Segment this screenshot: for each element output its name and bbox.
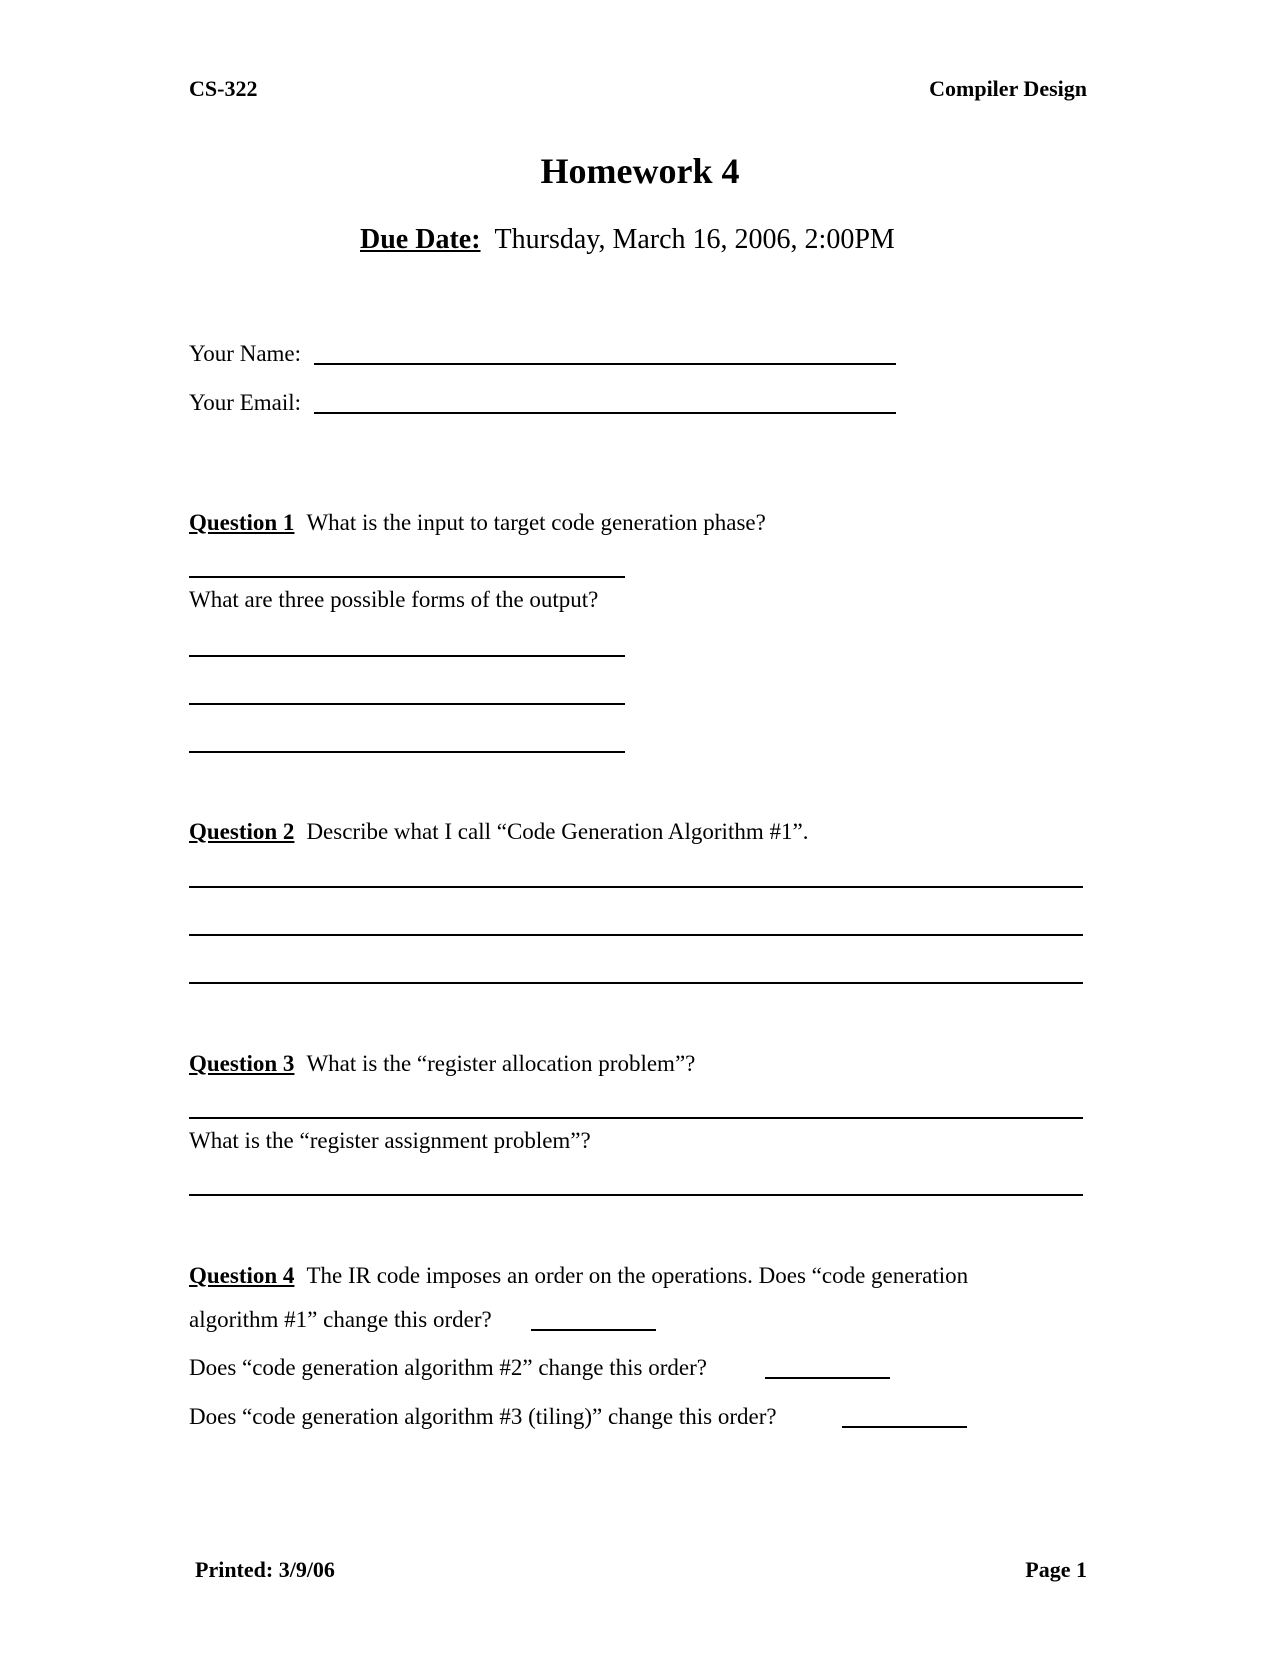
question-1 (189, 511, 766, 534)
due-date-value: Thursday, March 16, 2006, 2:00PM (494, 224, 895, 255)
question-3 (189, 1052, 695, 1075)
email-label: Your Email: (189, 390, 302, 415)
name-field[interactable] (314, 363, 896, 365)
email-field[interactable] (314, 412, 896, 414)
question-4-line-4: Does “code generation algorithm #3 (tiling)” change this order? (189, 1404, 777, 1429)
answer-line-q1[interactable] (189, 576, 625, 578)
question-1-followup: What are three possible forms of the output? (189, 587, 599, 612)
question-4-line-2: algorithm #1” change this order? (189, 1307, 492, 1332)
due-date-label: Due Date: (360, 224, 481, 255)
question-2-label: Question 2 (189, 819, 295, 844)
answer-line-q4-alg3[interactable] (842, 1426, 967, 1428)
question-3-text: What is the “register allocation problem”? (306, 1051, 696, 1076)
answer-line-q4-alg1[interactable] (531, 1329, 656, 1331)
printed-date: Printed: 3/9/06 (195, 1557, 335, 1582)
page-title: Homework 4 (540, 151, 740, 191)
question-4-text: The IR code imposes an order on the operations. Does “code generation (306, 1263, 969, 1288)
answer-line-q1-form-3[interactable] (189, 751, 625, 753)
course-code: CS-322 (189, 76, 258, 101)
question-1-text: What is the input to target code generation phase? (306, 510, 766, 535)
answer-line-q4-alg2[interactable] (765, 1377, 890, 1379)
question-4-label: Question 4 (189, 1263, 295, 1288)
answer-line-q2-3[interactable] (189, 982, 1083, 984)
question-1-label: Question 1 (189, 510, 295, 535)
question-4 (189, 1264, 968, 1287)
answer-line-q3-allocation[interactable] (189, 1117, 1083, 1119)
due-date (360, 226, 895, 254)
question-3-followup: What is the “register assignment problem”? (189, 1128, 591, 1153)
course-subject: Compiler Design (929, 76, 1087, 101)
answer-line-q1-form-2[interactable] (189, 703, 625, 705)
page-number: Page 1 (1025, 1557, 1087, 1582)
answer-line-q3-assignment[interactable] (189, 1194, 1083, 1196)
answer-line-q1-form-1[interactable] (189, 655, 625, 657)
question-2 (189, 820, 808, 843)
answer-line-q2-1[interactable] (189, 886, 1083, 888)
question-4-line-3: Does “code generation algorithm #2” change this order? (189, 1355, 707, 1380)
question-2-text: Describe what I call “Code Generation Algorithm #1”. (306, 819, 809, 844)
answer-line-q2-2[interactable] (189, 934, 1083, 936)
name-label: Your Name: (189, 341, 302, 366)
question-3-label: Question 3 (189, 1051, 295, 1076)
